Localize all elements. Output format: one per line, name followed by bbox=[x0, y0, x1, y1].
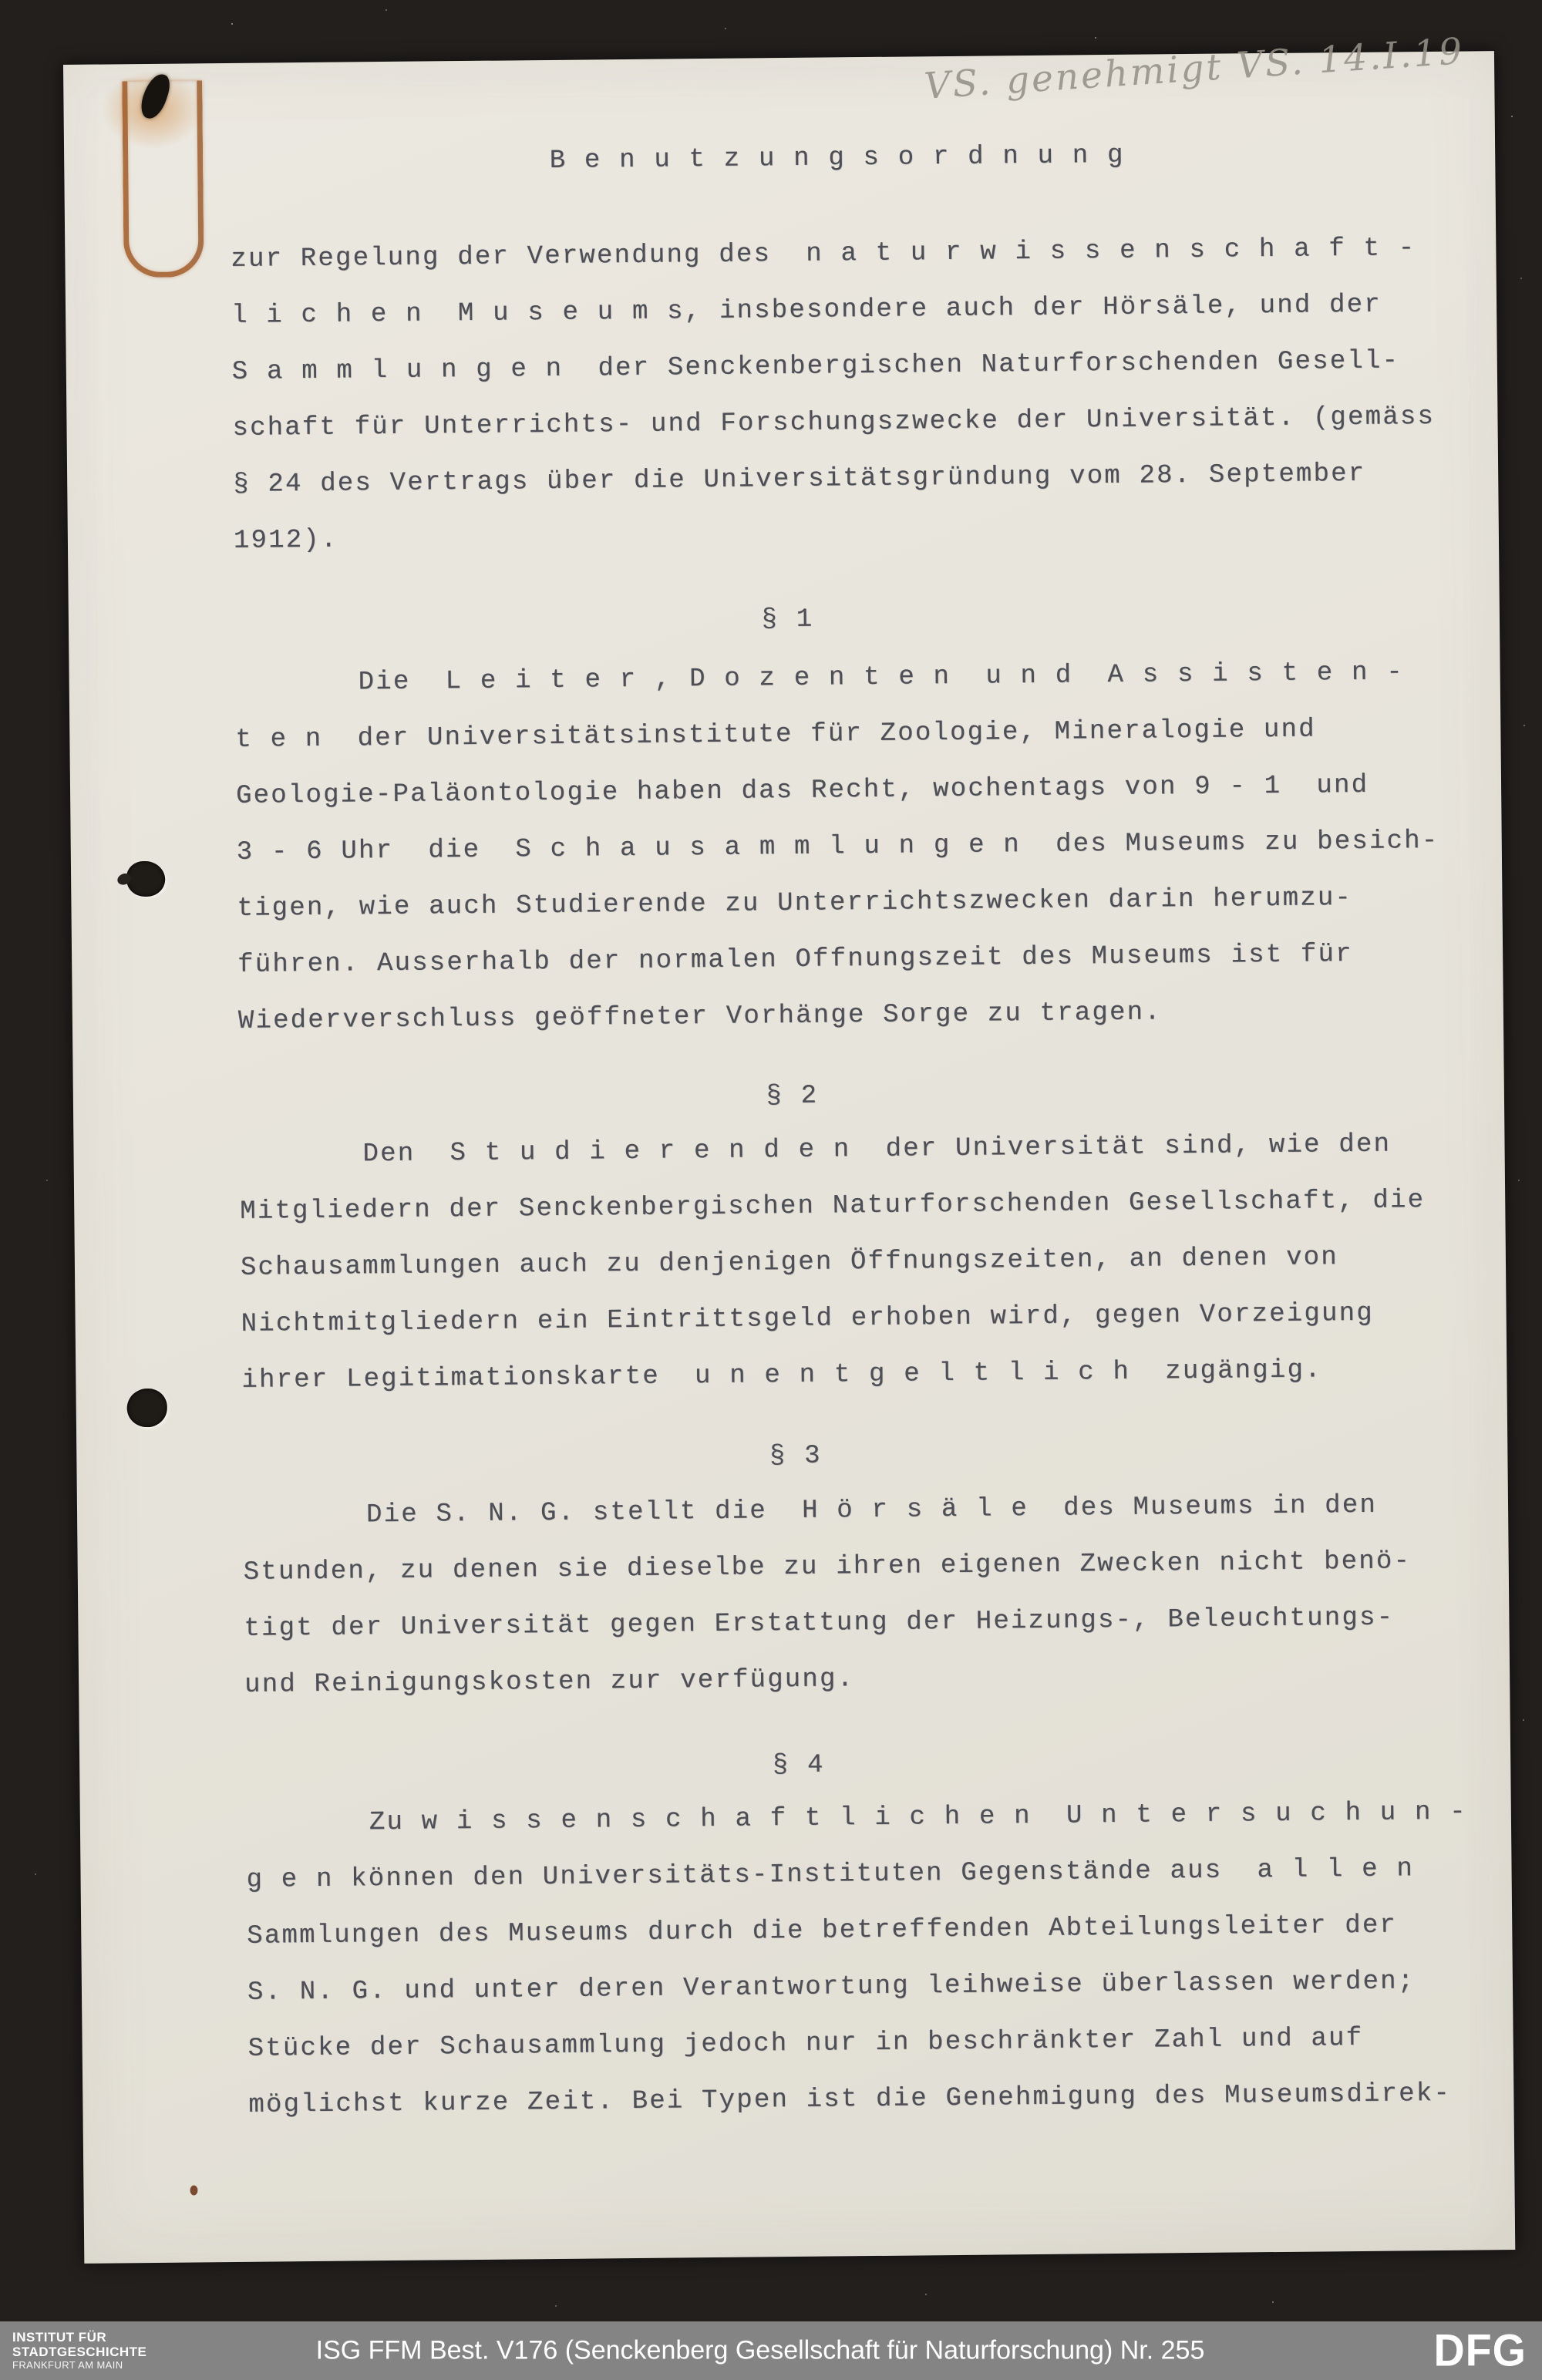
typed-line: tigt der Universität gegen Erstattung der Heizungs-, Beleuchtungs- bbox=[244, 1603, 1395, 1644]
institute-name-line1: INSTITUT FÜR bbox=[12, 2330, 107, 2345]
typed-line: 1912). bbox=[233, 525, 338, 556]
punch-hole-top bbox=[126, 861, 165, 897]
typed-line: 3 - 6 Uhr die S c h a u s a m m l u n g e n des Museums zu besich- bbox=[236, 826, 1439, 867]
institute-name-line3: FRANKFURT AM MAIN bbox=[12, 2359, 123, 2371]
typed-line: Zu w i s s e n s c h a f t l i c h e n U n t e r s u c h u n - bbox=[369, 1797, 1468, 1838]
typed-line: möglichst kurze Zeit. Bei Typen ist die Genehmigung des Museumsdirek- bbox=[248, 2079, 1452, 2120]
document-title: B e n u t z u n g s o r d n u n g bbox=[549, 140, 1125, 176]
typed-line: Stunden, zu denen sie dieselbe zu ihren eigenen Zwecken nicht benö- bbox=[243, 1547, 1412, 1587]
section-heading-2: § 2 bbox=[766, 1081, 819, 1112]
scanner-dust-specks bbox=[231, 23, 233, 25]
typed-line: t e n der Universitätsinstitute für Zoologie, Mineralogie und bbox=[235, 715, 1316, 755]
typed-line: Nichtmitgliedern ein Eintrittsgeld erhoben wird, gegen Vorzeigung bbox=[241, 1298, 1375, 1339]
typed-line: und Reinigungskosten zur verfügung. bbox=[244, 1665, 855, 1700]
typed-line: S a m m l u n g e n der Senckenbergischen Naturforschenden Gesell- bbox=[231, 346, 1400, 387]
typed-line: führen. Ausserhalb der normalen Offnungszeit des Museums ist für bbox=[237, 939, 1353, 980]
typed-line: § 24 des Vertrags über die Universitätsgründung vom 28. September bbox=[233, 459, 1366, 500]
typed-line: Mitgliedern der Senckenbergischen Naturforschenden Gesellschaft, die bbox=[240, 1186, 1426, 1227]
section-heading-3: § 3 bbox=[769, 1441, 822, 1472]
typed-line: g e n können den Universitäts-Instituten Gegenstände aus a l l e n bbox=[246, 1854, 1415, 1895]
paperclip-rust-mark bbox=[122, 80, 204, 278]
typed-line: Wiederverschluss geöffneter Vorhänge Sorge zu tragen. bbox=[237, 998, 1163, 1036]
typed-line: Die S. N. G. stellt die H ö r s ä l e des Museums in den bbox=[365, 1490, 1378, 1530]
section-heading-4: § 4 bbox=[772, 1750, 825, 1781]
typed-line: S. N. G. und unter deren Verantwortung leihweise überlassen werden; bbox=[247, 1967, 1416, 2008]
typed-line: ihrer Legitimationskarte u n e n t g e l t l i c h zugängig. bbox=[241, 1355, 1322, 1395]
typed-line: l i c h e n M u s e u m s, insbesondere auch der Hörsäle, und der bbox=[231, 290, 1382, 331]
typed-line: Stücke der Schausammlung jedoch nur in beschränkter Zahl und auf bbox=[247, 2023, 1364, 2064]
typed-line: zur Regelung der Verwendung des n a t u r w i s s e n s c h a f t - bbox=[231, 234, 1416, 274]
institute-name-line2: STADTGESCHICHTE bbox=[12, 2345, 147, 2359]
typed-line: Sammlungen des Museums durch die betreffenden Abteilungsleiter der bbox=[247, 1910, 1398, 1951]
punch-hole-bottom bbox=[126, 1389, 167, 1427]
typed-line: Den S t u d i e r e n d e n der Universität sind, wie den bbox=[362, 1129, 1392, 1170]
typed-line: schaft für Unterrichts- und Forschungszwecke der Universität. (gemäss bbox=[232, 402, 1436, 443]
archive-footer-bar bbox=[0, 2321, 1542, 2380]
typed-line: Geologie-Paläontologie haben das Recht, wochentags von 9 - 1 und bbox=[235, 770, 1369, 811]
section-paragraph-2 bbox=[239, 1129, 1426, 1422]
section-paragraph-4 bbox=[246, 1798, 1470, 2147]
section-paragraph-3 bbox=[243, 1490, 1412, 1727]
document-page bbox=[63, 30, 1515, 2264]
archive-reference-text: ISG FFM Best. V176 (Senckenberg Gesellschaft für Naturforschung) Nr. 255 bbox=[315, 2335, 1205, 2365]
typed-line: tigen, wie auch Studierende zu Unterrichtszwecken darin herumzu- bbox=[237, 884, 1353, 924]
handwritten-approval-note: VS. genehmigt VS. 14.I.19 bbox=[923, 30, 1466, 108]
section-paragraph-1 bbox=[235, 658, 1441, 1063]
dfg-logo: DFG bbox=[1433, 2325, 1527, 2376]
section-heading-1: § 1 bbox=[761, 604, 814, 635]
typed-line: Schausammlungen auch zu denjenigen Öffnungszeiten, an denen von bbox=[240, 1243, 1339, 1283]
typed-line: Die L e i t e r , D o z e n t e n u n d A s s i s t e n - bbox=[358, 658, 1405, 698]
intro-paragraph bbox=[231, 234, 1436, 583]
brown-stain-dot bbox=[190, 2185, 197, 2195]
